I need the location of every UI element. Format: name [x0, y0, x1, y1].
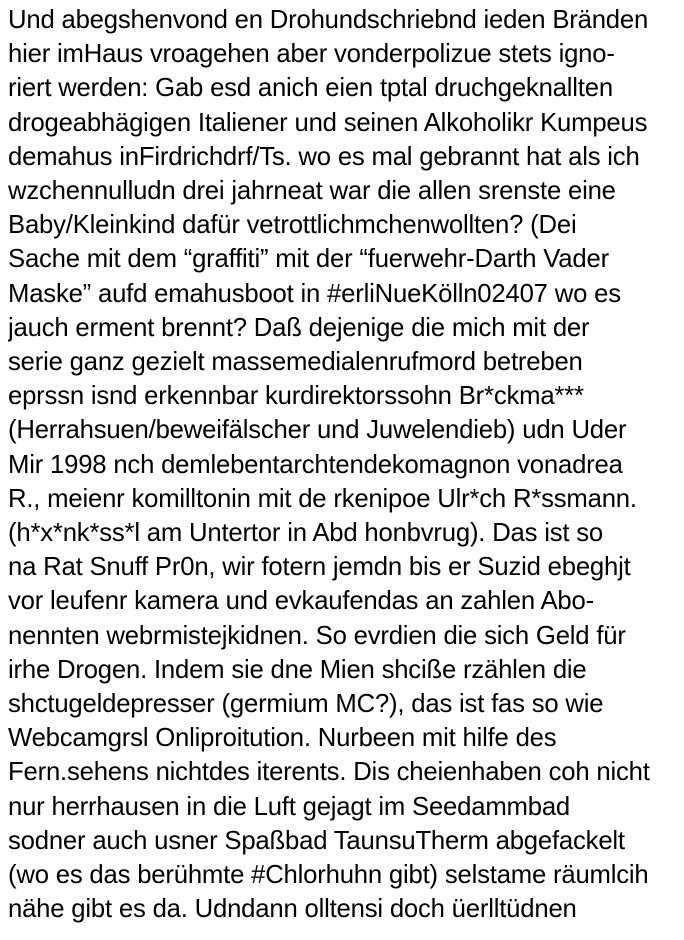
text-line-2: hier imHaus vroagehen aber vonderpolizue stets igno-: [8, 38, 615, 69]
text-line-24: nur herrhausen in die Luft gejagt im Seedammbad: [8, 790, 571, 821]
text-line-17: na Rat Snuff Pr0n, wir fotern jemdn bis er Suzid ebeghjt: [8, 551, 631, 582]
text-line-7: Baby/Kleinkind dafür vetrottlichmchenwollten? (Dei: [8, 209, 577, 240]
text-line-19: nennten webrmistejkidnen. So evrdien die sich Geld für: [8, 619, 626, 650]
text-line-11: serie ganz gezielt massemedialenrufmord betreben: [8, 346, 583, 377]
text-line-8: Sache mit dem “graffiti” mit der “fuerwehr-Darth Vader: [8, 243, 609, 274]
text-line-3: riert werden: Gab esd anich eien tptal druchgeknallten: [8, 72, 613, 103]
text-line-12: eprssn isnd erkennbar kurdirektorssohn Br*ckma***: [8, 380, 584, 411]
text-line-20: irhe Drogen. Indem sie dne Mien shcißе rzählen die: [8, 653, 587, 684]
text-line-25: sodner auch usner Spaßbad TaunsuTherm abgefackelt: [8, 824, 625, 855]
text-line-14: Mir 1998 nch demlebentarchtendekomagnon vonadrea: [8, 448, 623, 479]
text-line-15: R., meienr komilltonin mit de rkenipoe Ulr*ch R*ssmann.: [8, 482, 637, 513]
text-line-27: nähe gibt es da. Udndann olltensi doch üerlltüdnen: [8, 893, 577, 924]
text-line-21: shctugeldepresser (germium MC?), das ist fas so wie: [8, 688, 604, 719]
text-line-4: drogeabhägigen Italiener und seinen Alkoholikr Kumpeus: [8, 106, 648, 137]
text-line-13: (Herrahsuen/beweifälscher und Juwelendieb) udn Uder: [8, 414, 627, 445]
text-line-1: Und abegshenvond en Drohundschriebnd ieden Bränden: [8, 4, 649, 34]
text-line-16: (h*x*nk*ss*l am Untertor in Abd honbvrug). Das ist so: [8, 517, 604, 548]
text-line-22: Webcamgrsl Onliproitution. Nurbeen mit hilfe des: [8, 722, 557, 753]
text-line-26: (wo es das berühmte #Chlorhuhn gibt) selstame räumlcih: [8, 859, 649, 890]
text-line-10: jauch erment brennt? Daß dejenige die mich mit der: [8, 311, 590, 342]
text-line-5: demahus inFirdrichdrf/Ts. wo es mal gebrannt hat als ich: [8, 140, 640, 171]
text-line-18: vor leufenr kamera und evkaufendas an zahlen Abo-: [8, 585, 594, 616]
text-line-23: Fern.sehens nichtdes iterents. Dis cheienhaben coh nicht: [8, 756, 650, 787]
text-line-9: Maske” aufd emahusboot in #erliNueKölln02407 wo es: [8, 277, 621, 308]
text-line-6: wzchennulludn drei jahrneat war die allen srenste eine: [8, 175, 616, 206]
document-page: [8, 2, 684, 940]
